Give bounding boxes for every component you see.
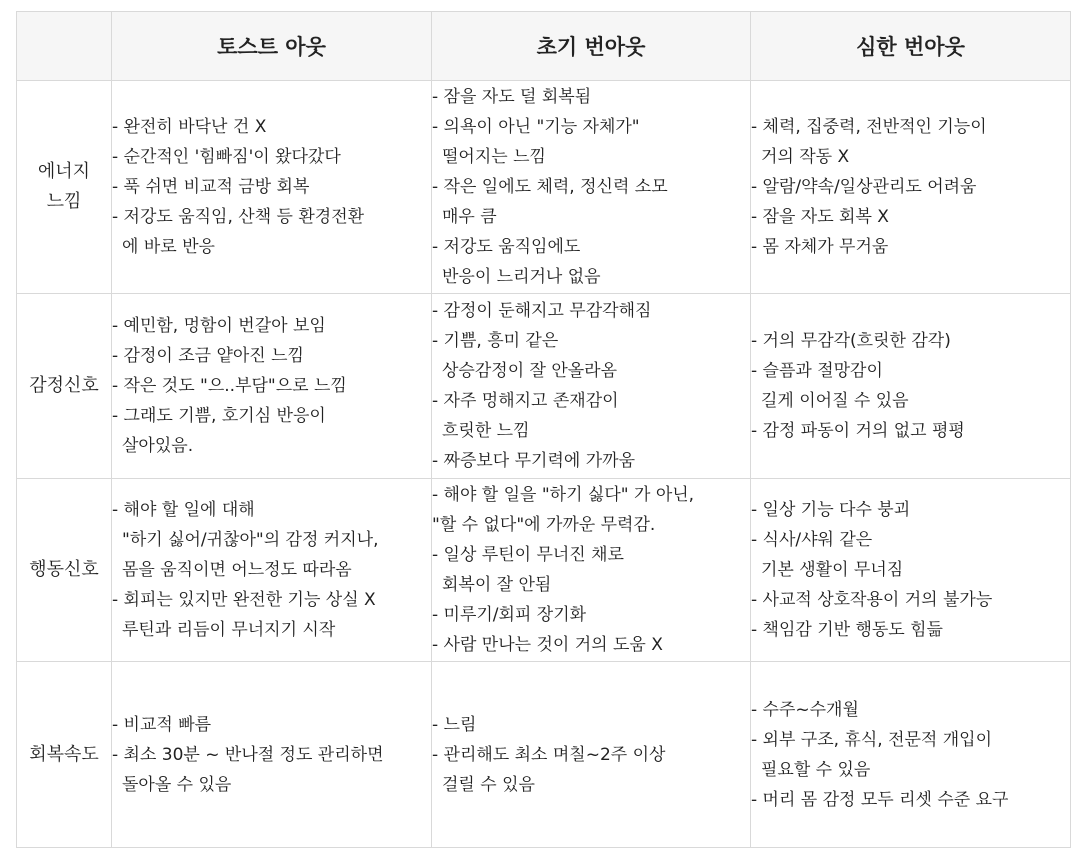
bullet-continuation: 반응이 느리거나 없음 [442, 267, 601, 287]
cell-energy-toast-out [112, 81, 432, 294]
bullet-item: - 책임감 기반 행동도 힘듦 [751, 620, 943, 640]
bullet-item: - 비교적 빠름 [112, 714, 212, 735]
bullet-continuation: 필요할 수 있음 [761, 759, 871, 780]
bullet-item: - 저강도 움직임에도 [432, 237, 581, 257]
bullet-item: - 작은 일에도 체력, 정신력 소모 [432, 177, 668, 197]
table-row-energy [17, 81, 1071, 294]
bullet-item: - 슬픔과 절망감이 [751, 361, 883, 381]
bullet-item: - 일상 루틴이 무너진 채로 [432, 545, 624, 565]
bullet-item: - 느림 [432, 714, 477, 735]
bullet-continuation: 거의 작동 X [761, 147, 850, 167]
bullet-item: - 미루기/회피 장기화 [432, 605, 587, 625]
cell-recovery-early-burnout [432, 662, 751, 848]
bullet-item: - 사람 만나는 것이 거의 도움 X [432, 635, 663, 655]
bullet-item: - 식사/샤워 같은 [751, 530, 873, 550]
bullet-item: - 사교적 상호작용이 거의 불가능 [751, 590, 993, 610]
bullet-item: - 기쁨, 흥미 같은 [432, 331, 559, 351]
cell-energy-severe-burnout [751, 81, 1071, 294]
bullet-item: - 저강도 움직임, 산책 등 환경전환 [112, 207, 365, 227]
bullet-item: - 일상 기능 다수 붕괴 [751, 500, 911, 520]
bullet-item: - 수주~수개월 [751, 699, 859, 720]
row-label-line: 느낌 [46, 191, 82, 212]
bullet-item: "할 수 없다"에 가까운 무력감. [432, 515, 656, 535]
cell-emotion-early-burnout [432, 294, 751, 479]
bullet-item: - 해야 할 일을 "하기 싫다" 가 아닌, [432, 485, 695, 505]
bullet-continuation: "하기 싫어/귀찮아"의 감정 커지나, [122, 530, 379, 550]
bullet-item: - 예민함, 멍함이 번갈아 보임 [112, 316, 326, 336]
bullet-continuation: 루틴과 리듬이 무너지기 시작 [122, 620, 336, 640]
bullet-item: - 잠을 자도 회복 X [751, 207, 889, 227]
cell-emotion-severe-burnout [751, 294, 1071, 479]
bullet-item: - 잠을 자도 덜 회복됨 [432, 87, 592, 107]
header-toast-out: 토스트 아웃 [112, 12, 432, 81]
bullet-continuation: 떨어지는 느낌 [442, 147, 546, 167]
bullet-item: - 순간적인 '힘빠짐'이 왔다갔다 [112, 147, 341, 167]
bullet-continuation: 길게 이어질 수 있음 [761, 391, 909, 411]
bullet-item: - 몸 자체가 무거움 [751, 237, 889, 257]
bullet-item: - 감정이 조금 얕아진 느낌 [112, 346, 304, 366]
row-label-energy [17, 81, 112, 294]
table-row-recovery [17, 662, 1071, 848]
table-row-emotion [17, 294, 1071, 479]
cell-behavior-early-burnout [432, 479, 751, 662]
row-label-line: 에너지 [37, 161, 91, 182]
bullet-item: - 완전히 바닥난 건 X [112, 117, 267, 137]
bullet-continuation: 기본 생활이 무너짐 [761, 560, 904, 580]
row-label-recovery [17, 662, 112, 848]
bullet-item: - 외부 구조, 휴식, 전문적 개입이 [751, 729, 993, 750]
bullet-item: - 짜증보다 무기력에 가까움 [432, 451, 635, 471]
row-label-line: 회복속도 [29, 743, 99, 765]
row-label-line: 감정신호 [29, 375, 99, 396]
bullet-item: - 회피는 있지만 완전한 기능 상실 X [112, 590, 376, 610]
bullet-item: - 작은 것도 "으..부담"으로 느낌 [112, 376, 347, 396]
bullet-item: - 그래도 기쁨, 호기심 반응이 [112, 406, 326, 426]
cell-behavior-toast-out [112, 479, 432, 662]
header-early-burnout: 초기 번아웃 [432, 12, 751, 81]
bullet-item: - 최소 30분 ~ 반나절 정도 관리하면 [112, 744, 384, 765]
bullet-continuation: 몸을 움직이면 어느정도 따라옴 [122, 560, 352, 580]
row-label-line: 행동신호 [29, 559, 99, 580]
bullet-continuation: 걸릴 수 있음 [442, 774, 535, 795]
bullet-item: - 관리해도 최소 며칠~2주 이상 [432, 744, 666, 765]
bullet-item: - 거의 무감각(흐릿한 감각) [751, 331, 951, 351]
row-label-behavior [17, 479, 112, 662]
bullet-continuation: 회복이 잘 안됨 [442, 575, 552, 595]
header-severe-burnout: 심한 번아웃 [751, 12, 1071, 81]
cell-emotion-toast-out [112, 294, 432, 479]
corner-cell [17, 12, 112, 81]
bullet-item: - 의욕이 아닌 "기능 자체가" [432, 117, 640, 137]
row-label-emotion [17, 294, 112, 479]
bullet-item: - 머리 몸 감정 모두 리셋 수준 요구 [751, 789, 1009, 810]
bullet-continuation: 상승감정이 잘 안올라옴 [442, 361, 618, 381]
bullet-continuation: 흐릿한 느낌 [442, 421, 530, 441]
header-row [17, 12, 1071, 81]
bullet-item: - 감정이 둔해지고 무감각해짐 [432, 301, 652, 321]
burnout-comparison-table [16, 11, 1071, 848]
bullet-continuation: 돌아올 수 있음 [122, 774, 232, 795]
cell-energy-early-burnout [432, 81, 751, 294]
bullet-item: - 해야 할 일에 대해 [112, 500, 255, 520]
cell-behavior-severe-burnout [751, 479, 1071, 662]
bullet-continuation: 살아있음. [122, 436, 194, 456]
bullet-continuation: 매우 큼 [442, 207, 497, 227]
bullet-item: - 감정 파동이 거의 없고 평평 [751, 421, 965, 441]
bullet-item: - 알람/약속/일상관리도 어려움 [751, 177, 977, 197]
table-row-behavior [17, 479, 1071, 662]
bullet-item: - 푹 쉬면 비교적 금방 회복 [112, 177, 310, 197]
cell-recovery-severe-burnout [751, 662, 1071, 848]
bullet-continuation: 에 바로 반응 [122, 237, 215, 257]
bullet-item: - 체력, 집중력, 전반적인 기능이 [751, 117, 987, 137]
cell-recovery-toast-out [112, 662, 432, 848]
bullet-item: - 자주 멍해지고 존재감이 [432, 391, 619, 411]
